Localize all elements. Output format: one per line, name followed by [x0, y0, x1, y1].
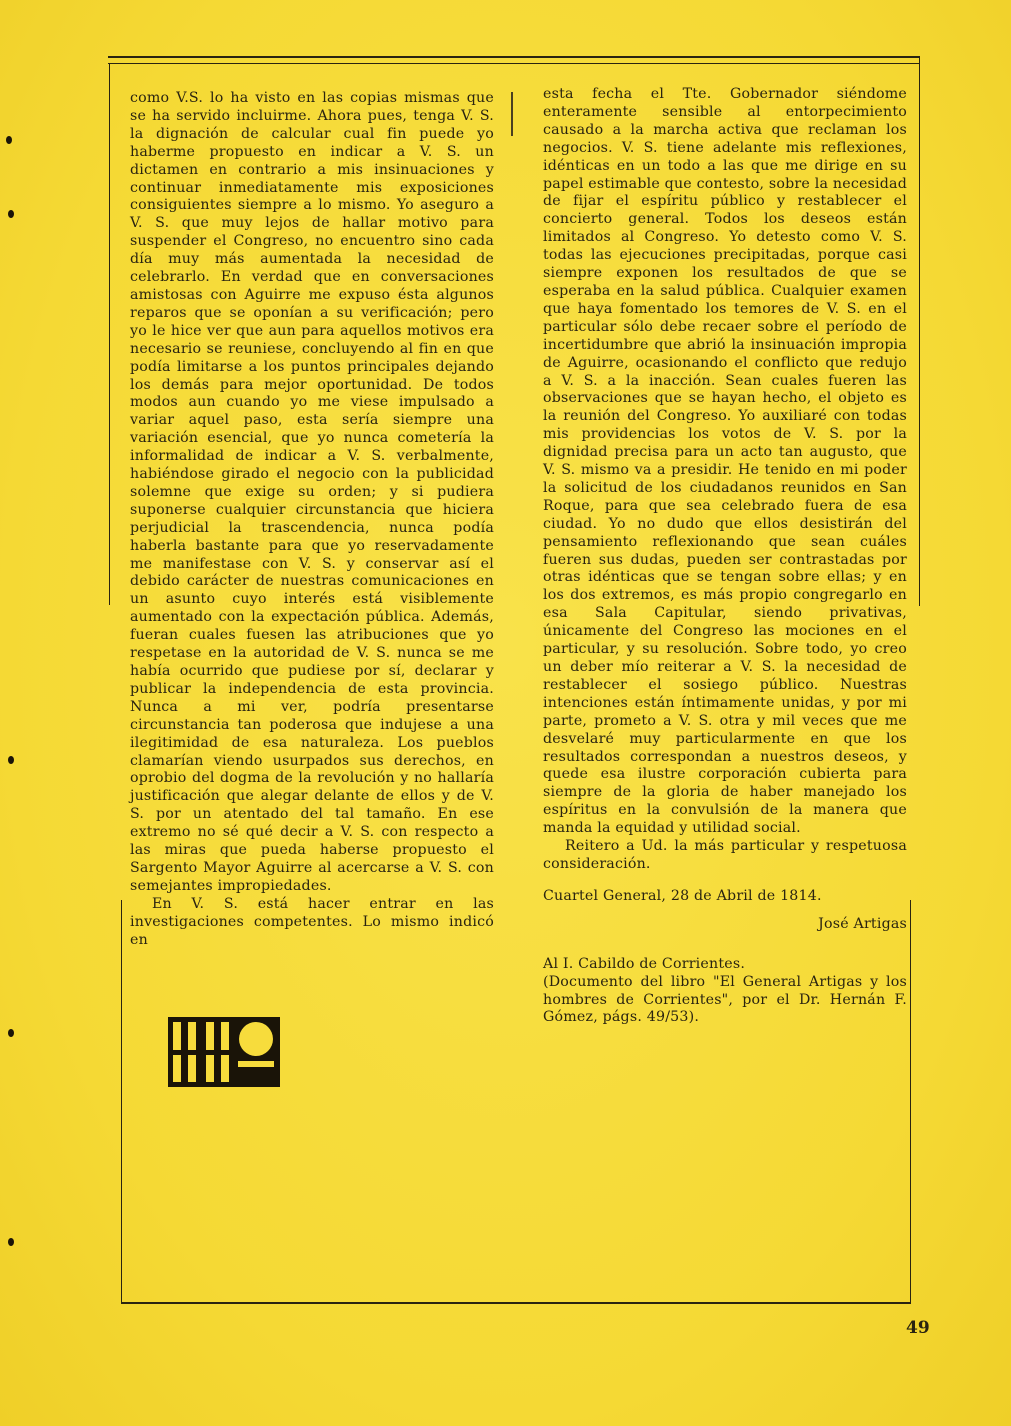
- body-paragraph: esta fecha el Tte. Gobernador siéndome enteramente sensible al entorpecimiento causado a la marcha activa que reclaman los negocios. V. S. tiene adelante mis reflexiones, idénticas en un todo a las que me dirige en su papel estimable que contesto, sobre la necesidad de fijar el espíritu público y restablecer el concierto general. Todos los deseos están limitados al Congreso. Yo detesto como V. S. todas las ejecuciones precipitadas, porque casi siempre exponen los resultados de que se esperaba en la salud pública. Cualquier examen que haya fomentado los temores de V. S. en el particular sólo debe recaer sobre el período de incertidumbre que abrió la insinuación impropia de Aguirre, ocasionando el conflicto que redujo a V. S. a la inacción. Sean cuales fueren las observaciones que se hayan hecho, el objeto es la reunión del Congreso. Yo auxiliaré con todas mis providencias los votos de V. S. por la dignidad precisa para un acto tan augusto, que V. S. mismo va a presidir. He tenido en mi poder la solicitud de los ciudadanos reunidos en San Roque, para que sea celebrado fuera de esa ciudad. Yo no dudo que ellos desistirán del pensamiento reflexionando que sean cuáles fueren sus dudas, pueden ser contrastadas por otras idénticas que se tengan sobre ellas; y en los dos extremos, es más propio congregarlo en esa Sala Capitular, siendo privativas, únicamente del Congreso las mociones en el particular, y su resolución. Sobre todo, yo creo un deber mío reiterar a V. S. la necesidad de restablecer el sosiego público. Nuestras intenciones están íntimamente unidas, y por mi parte, prometo a V. S. otra y mil veces que me desvelaré muy particularmente en que los resultados correspondan a nuestros deseos, y quede esa ilustre corporación cubierta para siempre de la gloria de haber manejado los espíritus en la convulsión de la manera que manda la equidad y utilidad social.: [543, 86, 907, 837]
- right-column: [543, 86, 907, 1027]
- top-rule-inner: [108, 63, 920, 64]
- dateline: Cuartel General, 28 de Abril de 1814.: [543, 887, 822, 904]
- body-paragraph: En V. S. está hacer entrar en las investigaciones competentes. Lo mismo indicó en: [130, 895, 494, 948]
- binding-hole-mark: [8, 756, 14, 764]
- column-divider-mark: [511, 92, 513, 136]
- bottom-left-border-line: [121, 900, 122, 1302]
- bottom-rule: [121, 1302, 911, 1304]
- bottom-right-border-line: [910, 900, 911, 1302]
- left-border-line: [109, 63, 110, 605]
- source-note: (Documento del libro "El General Artigas y los hombres de Corrientes", por el Dr. Hernán F. Gómez, págs. 49/53).: [543, 973, 907, 1026]
- binding-hole-mark: [6, 136, 12, 144]
- body-paragraph: como V.S. lo ha visto en las copias mismas que se ha servido incluirme. Ahora pues, tenga V. S. la dignación de calcular cual fin puede yo haberme propuesto en indicar a V. S. un dictamen en contrario a mis insinuaciones y continuar inmediatamente mis exposiciones consiguientes siempre a lo mismo. Yo aseguro a V. S. que muy lejos de hallar motivo para suspender el Congreso, no encuentro sino cada día muy más aumentada la necesidad de celebrarlo. En verdad que en conversaciones amistosas con Aguirre me expuso ésta algunos reparos que se oponían a su verificación; pero yo le hice ver que aun para aquellos motivos era necesario se reuniese, concluyendo al fin en que podía limitarse a los puntos principales dejando los demás para mejor oportunidad. De todos modos aun cuando yo me viese impulsado a variar aquel paso, esta sería siempre una variación esencial, que yo nunca cometería la informalidad de indicar a V. S. verbalmente, habiéndose girado el negocio con la publicidad solemne que exige su orden; y si pudiera suponerse cualquier circunstancia que hiciera perjudicial la trascendencia, nunca podía haberla bastante para que yo reservadamente me manifestase con V. S. y conservar así el debido carácter de nuestras comunicaciones en un asunto cuyo interés está visiblemente aumentado con la expectación pública. Además, fueran cuales fuesen las atribuciones que yo respetase en la autoridad de V. S. nunca se me había ocurrido que pudiese por sí, declarar y publicar la independencia de esta provincia. Nunca a mi ver, podría presentarse circunstancia tan poderosa que indujese a una ilegitimidad de esa naturaleza. Los pueblos clamarían viendo usurpados sus derechos, en oprobio del dogma de la revolución y no hallaría justificación que alegar delante de ellos y de V. S. por un atentado del tal tamaño. En ese extremo no sé qué decir a V. S. con respecto a las miras que pueda haberse propuesto el Sargento Mayor Aguirre al acercarse a V. S. con semejantes impropiedades.: [130, 90, 494, 894]
- right-border-line: [919, 56, 920, 606]
- left-column: [130, 90, 494, 950]
- signature: José Artigas: [818, 915, 907, 932]
- closing-paragraph: Reitero a Ud. la más particular y respetuosa consideración.: [543, 838, 907, 872]
- page-number: 49: [906, 1318, 930, 1338]
- binding-hole-mark: [8, 1238, 14, 1246]
- binding-hole-mark: [8, 1029, 14, 1037]
- recipient: Al I. Cabildo de Corrientes.: [543, 955, 746, 972]
- publisher-logo: [168, 1017, 280, 1087]
- top-rule: [108, 56, 920, 58]
- binding-hole-mark: [8, 210, 14, 218]
